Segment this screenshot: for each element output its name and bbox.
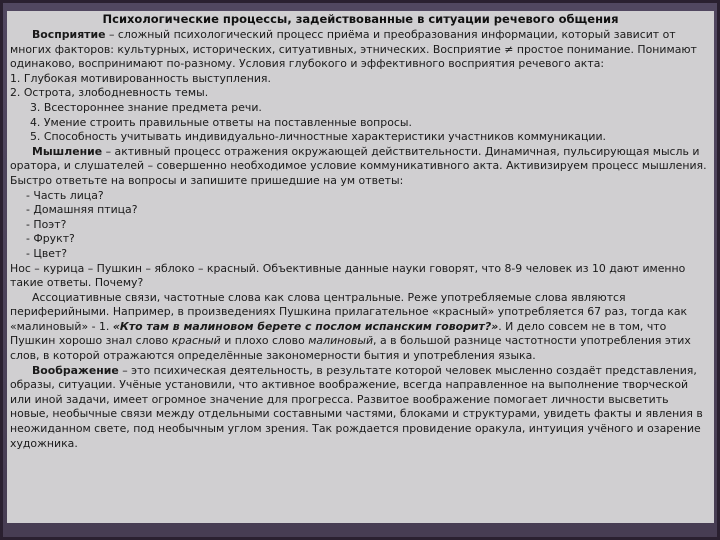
thinking-term: Мышление: [32, 144, 103, 158]
imagination-term: Воображение: [32, 363, 119, 377]
perception-paragraph: [10, 28, 710, 72]
word-krasny: красный: [171, 334, 221, 348]
question-item: - Цвет?: [26, 246, 68, 260]
slide-body: [10, 28, 710, 451]
question-item: - Поэт?: [26, 217, 67, 231]
condition-item: 2. Острота, злободневность темы.: [10, 86, 209, 100]
question-item: - Фрукт?: [26, 232, 75, 246]
condition-item: 3. Всестороннее знание предмета речи.: [30, 100, 262, 114]
word-malinovy: малиновый: [308, 334, 374, 348]
associative-text: , а в большой разнице частотности употребления этих слов, в которой отражаются определённые закономерности бытия и употребления языка.: [10, 334, 691, 363]
content-panel: [7, 11, 714, 523]
perception-text: – сложный психологический процесс приёма и преобразования информации, который зависит от многих факторов: культурных, исторических, ситуативных, этнических. Восприятие ≠ простое понимание. Понимают одинаково, воспринимают по-разному. Условия глубокого и эффективного восприятия речевого акта:: [10, 28, 697, 71]
associative-text: Ассоциативные связи, частотные слова как слова центральные. Реже употребляемые слова являются периферийными. Например, в произведениях Пушкина прилагательное «красный» употребляется 67 раз, тогда как «малиновый» - 1.: [10, 290, 688, 333]
imagination-text: – это психическая деятельность, в результате которой человек мысленно создаёт представления, образы, ситуации. Учёные установили, что активное воображение, всегда направленное на выполнение творческой или иной задачи, имеет огромное значение для прогресса. Развитое воображение помогает личности высветить новые, необычные связи между отдельными составными частями, блоками и структурами, увидеть факты и явления в неожиданном свете, под необычным углом зрения. Так рождается провидение оракула, интуиция учёного и озарение художника.: [10, 363, 703, 450]
answers-paragraph: Нос – курица – Пушкин – яблоко – красный. Объективные данные науки говорят, что 8-9 человек из 10 дают именно такие ответы. Почему?: [10, 261, 686, 290]
imagination-paragraph: [10, 364, 710, 452]
condition-item: 1. Глубокая мотивированность выступления.: [10, 71, 271, 85]
thinking-text: – активный процесс отражения окружающей действительности. Динамичная, пульсирующая мысль и оратора, и слушателей – совершенно необходимое условие коммуникативного акта. Активизируем процесс мышления. Быстро ответьте на вопросы и запишите пришедшие на ум ответы:: [10, 144, 707, 187]
question-item: - Часть лица?: [26, 188, 104, 202]
associative-paragraph: [10, 291, 710, 364]
pushkin-quote: «Кто там в малиновом берете с послом испанским говорит?»: [112, 319, 499, 333]
thinking-paragraph: [10, 145, 710, 189]
condition-item: 5. Способность учитывать индивидуально-личностные характеристики участников коммуникации.: [30, 130, 606, 144]
associative-text: . И дело совсем не в том, что Пушкин хорошо знал слово: [10, 319, 667, 348]
question-item: - Домашняя птица?: [26, 203, 138, 217]
slide-title: Психологические процессы, задействованные в ситуации речевого общения: [102, 12, 619, 26]
perception-term: Восприятие: [32, 28, 106, 41]
associative-text: и плохо слово: [220, 334, 309, 348]
condition-item: 4. Умение строить правильные ответы на поставленные вопросы.: [30, 115, 412, 129]
